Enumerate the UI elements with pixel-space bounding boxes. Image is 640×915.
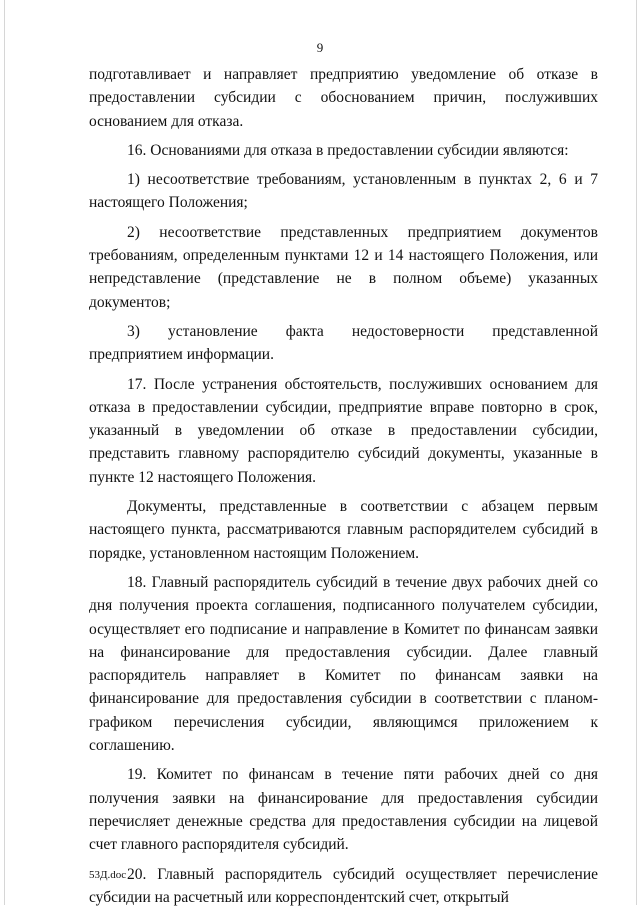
footer-filename: 53Д.doc <box>89 869 127 881</box>
document-body <box>89 63 598 915</box>
paragraph-clause-16-item-1: 1) несоответствие требованиям, установленным в пунктах 2, 6 и 7 настоящего Положения; <box>89 171 598 212</box>
paragraph-clause-16: 16. Основаниями для отказа в предоставлении субсидии являются: <box>127 141 569 159</box>
paragraph-clause-20: 20. Главный распорядитель субсидий осуществляет перечисление субсидии на расчетный или корреспондентский счет, открытый <box>89 865 598 906</box>
paragraph-clause-16-item-2: 2) несоответствие представленных предприятием документов требованиям, определенным пунктами 12 и 14 настоящего Положения, или непредставление (представление не в полном объеме) указанных документов; <box>89 223 598 311</box>
paragraph-continuation: подготавливает и направляет предприятию уведомление об отказе в предоставлении субсидии с обоснованием причин, послуживших основанием для отказа. <box>89 66 598 130</box>
paragraph-clause-17: 17. После устранения обстоятельств, послуживших основанием для отказа в предоставлении субсидии, предприятие вправе повторно в срок, указанный в уведомлении об отказе в предоставлении субсидии, представить главному распорядителю субсидий документы, указанные в пункте 12 настоящего Положения. <box>89 375 598 486</box>
paragraph-clause-16-item-3: 3) установление факта недостоверности представленной предприятием информации. <box>89 322 598 364</box>
page-number: 9 <box>316 40 324 55</box>
scan-edge-right <box>636 0 637 905</box>
paragraph-clause-19: 19. Комитет по финансам в течение пяти рабочих дней со дня получения заявки на финансирование для предоставления субсидии перечисляет денежные средства для предоставления субсидии на лицевой счет главного распорядителя субсидий. <box>89 766 598 854</box>
paragraph-clause-18: 18. Главный распорядитель субсидий в течение двух рабочих дней со дня получения проекта соглашения, подписанного получателем субсидии, осуществляет его подписание и направление в Комитет по финансам заявки на финансирование для предоставления субсидии. Далее главный распорядитель направляет в Комитет по финансам заявки на финансирование для предоставления субсидии в соответствии с планом-графиком перечисления субсидии, являющимся приложением к соглашению. <box>89 573 598 755</box>
paragraph-clause-17-second: Документы, представленные в соответствии с абзацем первым настоящего пункта, рассматриваются главным распорядителем субсидий в порядке, установленном настоящим Положением. <box>89 498 598 562</box>
scan-edge-left <box>4 0 5 905</box>
